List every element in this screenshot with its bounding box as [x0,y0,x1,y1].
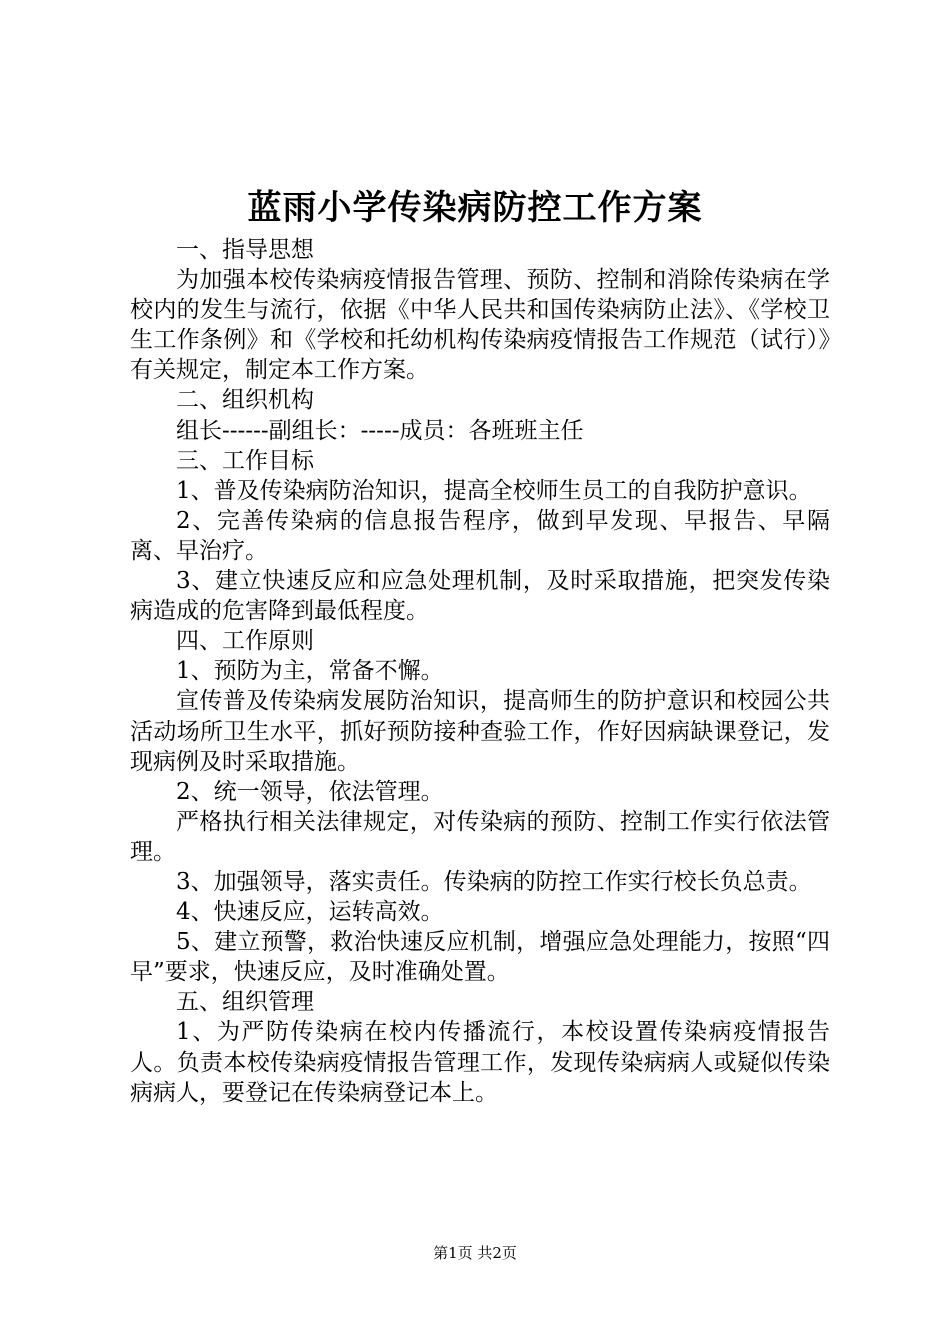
section-heading-goals: 三、工作目标 [176,447,314,474]
principle-item-5: 5、建立预警，救治快速反应机制，增强应急处理能力，按照“四早”要求，快速反应，及时准确处置。 [130,929,830,986]
section-heading-organization: 二、组织机构 [176,387,314,414]
principle-item-1-detail: 宣传普及传染病发展防治知识，提高师生的防护意识和校园公共活动场所卫生水平，抓好预防接种查验工作，作好因病缺课登记，发现病例及时采取措施。 [130,688,830,775]
goal-item-3: 3、建立快速反应和应急处理机制，及时采取措施，把突发传染病造成的危害降到最低程度。 [130,568,830,625]
paragraph-members: 组长------副组长：-----成员：各班班主任 [176,417,584,444]
document-title: 蓝雨小学传染病防控工作方案 [247,188,703,228]
principle-item-3: 3、加强领导，落实责任。传染病的防控工作实行校长负总责。 [176,868,812,895]
principle-item-2-detail: 严格执行相关法律规定，对传染病的预防、控制工作实行依法管理。 [130,808,830,865]
section-heading-guiding-thought: 一、指导思想 [176,237,314,263]
goal-item-1: 1、普及传染病防治知识，提高全校师生员工的自我防护意识。 [176,477,812,504]
section-heading-principles: 四、工作原则 [176,628,314,655]
goal-item-2: 2、完善传染病的信息报告程序，做到早发现、早报告、早隔离、早治疗。 [130,507,830,564]
principle-item-4: 4、快速反应，运转高效。 [176,899,444,926]
management-item-1: 1、为严防传染病在校内传播流行，本校设置传染病疫情报告人。负责本校传染病疫情报告管理工作，发现传染病病人或疑似传染病病人，要登记在传染病登记本上。 [130,1019,830,1106]
document-body [130,235,830,1108]
page-footer: 第1页 共2页 [433,1244,517,1262]
principle-item-1: 1、预防为主，常备不懈。 [176,658,444,685]
principle-item-2: 2、统一领导，依法管理。 [176,778,444,805]
paragraph-purpose: 为加强本校传染病疫情报告管理、预防、控制和消除传染病在学校内的发生与流行，依据《中华人民共和国传染病防止法》、《学校卫生工作条例》和《学校和托幼机构传染病疫情报告工作规范（试行）》有关规定，制定本工作方案。 [130,267,830,384]
section-heading-management: 五、组织管理 [176,989,314,1016]
